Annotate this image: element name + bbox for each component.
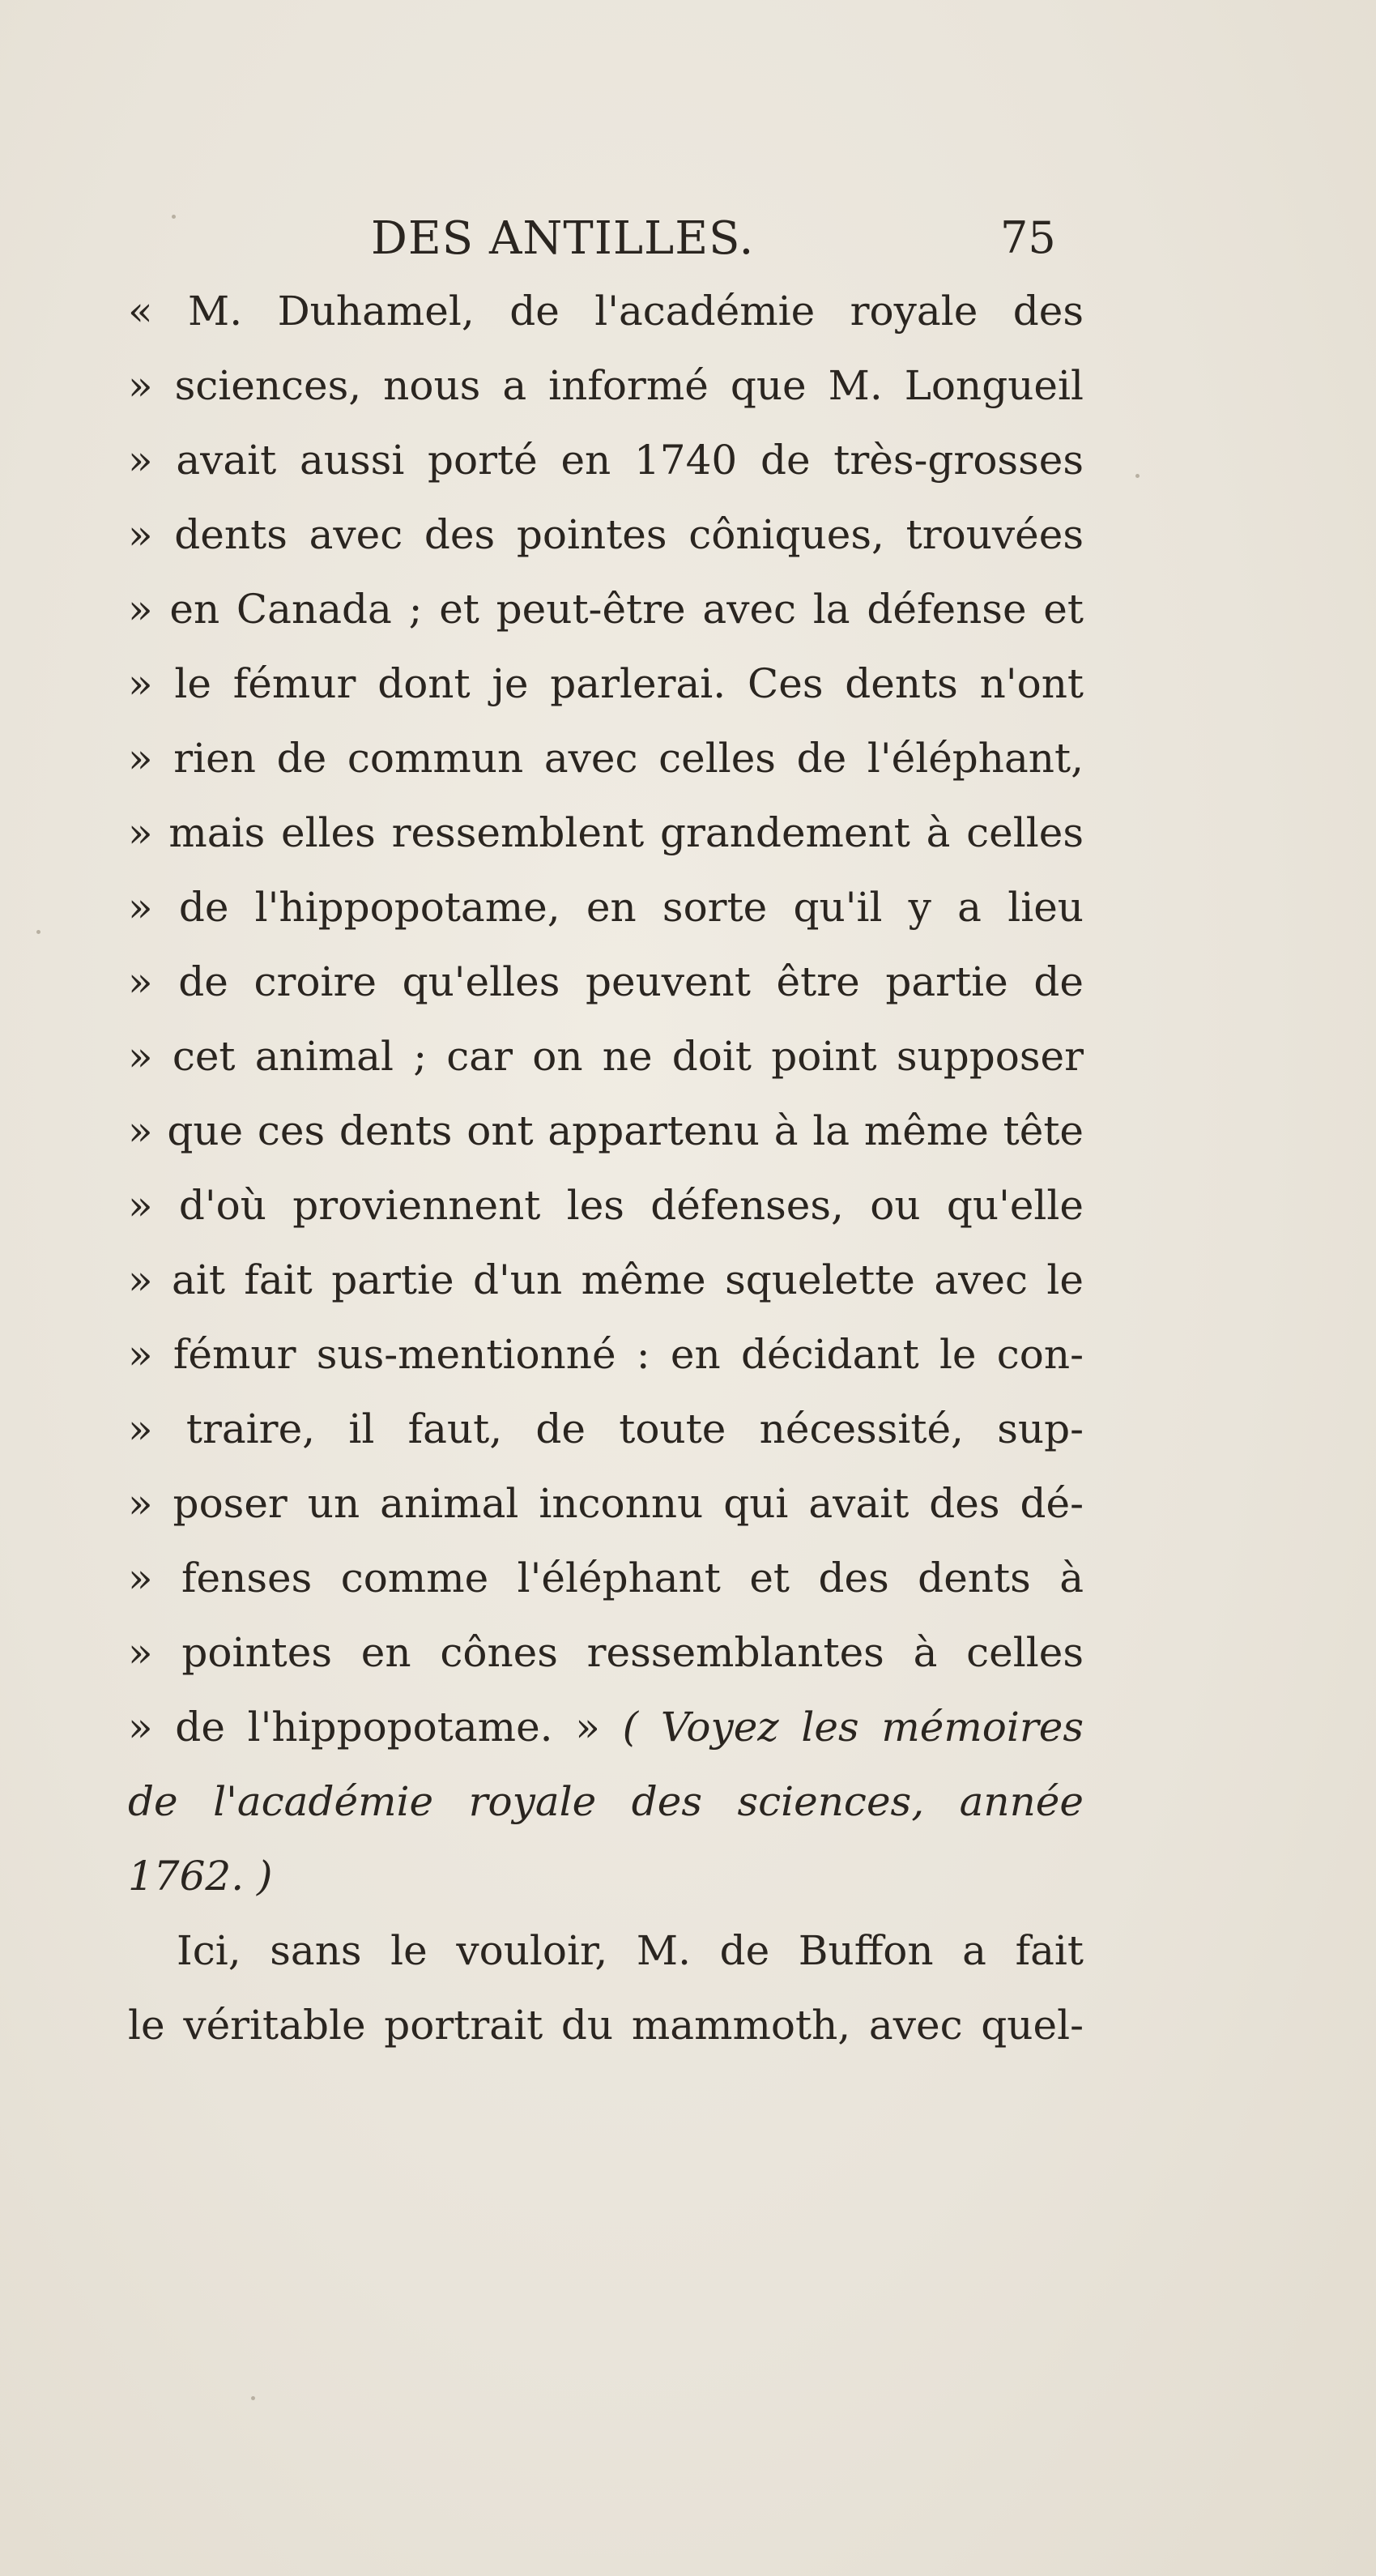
- text-line: » que ces dents ont appartenu à la même tête: [128, 1107, 1084, 1154]
- text-line: » pointes en cônes ressemblantes à celles: [128, 1629, 1084, 1676]
- text-line: » poser un animal inconnu qui avait des dé-: [128, 1480, 1084, 1527]
- text-line: » en Canada ; et peut-être avec la défense et: [128, 586, 1084, 633]
- text-line-with-citation: [128, 1690, 1084, 1764]
- text-line: » fémur sus-mentionné : en décidant le con-: [128, 1331, 1084, 1378]
- citation-line: [128, 1764, 1084, 1839]
- text-line: » de croire qu'elles peuvent être partie de: [128, 958, 1084, 1005]
- text-line: » rien de commun avec celles de l'éléphant,: [128, 735, 1084, 782]
- quote-end-text: » de l'hippopotame. »: [128, 1704, 600, 1751]
- text-line: » avait aussi porté en 1740 de très-grosses: [128, 437, 1084, 484]
- citation-line: [128, 1839, 1084, 1913]
- citation-text: de l'académie royale des sciences, année: [128, 1778, 1084, 1825]
- text-line: » de l'hippopotame, en sorte qu'il y a lieu: [128, 884, 1084, 931]
- text-line: » fenses comme l'éléphant et des dents à: [128, 1555, 1084, 1601]
- page-number: 75: [1000, 212, 1056, 263]
- text-line: « M. Duhamel, de l'académie royale des: [128, 288, 1084, 335]
- text-line: Ici, sans le vouloir, M. de Buffon a fait: [177, 1927, 1084, 1974]
- running-header: [0, 212, 1376, 277]
- paper-speck: [251, 2396, 255, 2400]
- text-line: » d'où proviennent les défenses, ou qu'elle: [128, 1182, 1084, 1229]
- paper-speck: [1135, 474, 1140, 478]
- text-line: » dents avec des pointes côniques, trouvées: [128, 511, 1084, 558]
- text-line: » mais elles ressemblent grandement à celles: [128, 809, 1084, 856]
- citation-open: ( Voyez les mémoires: [622, 1704, 1084, 1751]
- text-line: » cet animal ; car on ne doit point supposer: [128, 1033, 1084, 1080]
- text-line: le véritable portrait du mammoth, avec quel-: [128, 2002, 1084, 2049]
- body-text: [128, 274, 1084, 2062]
- running-title: DES ANTILLES.: [371, 212, 755, 265]
- text-line: » ait fait partie d'un même squelette avec le: [128, 1256, 1084, 1303]
- text-line: » le fémur dont je parlerai. Ces dents n'ont: [128, 660, 1084, 707]
- citation-year: 1762. ): [128, 1853, 273, 1900]
- text-line: » sciences, nous a informé que M. Longueil: [128, 362, 1084, 409]
- paper-speck: [36, 930, 40, 934]
- text-line: » traire, il faut, de toute nécessité, sup-: [128, 1405, 1084, 1452]
